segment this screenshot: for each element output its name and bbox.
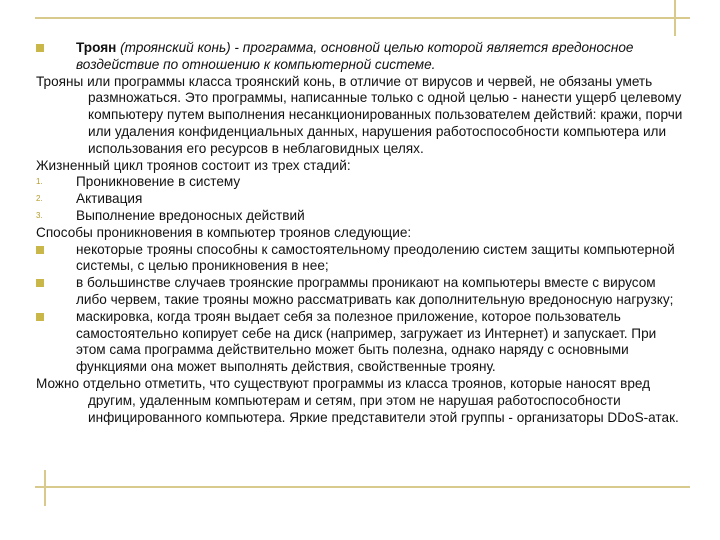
stage-text: Проникновение в систему (76, 174, 241, 190)
stage-item (36, 191, 686, 208)
intro-bullet (36, 40, 686, 74)
stage-item (36, 208, 686, 225)
bullet-square-icon (36, 279, 76, 287)
stage-item (36, 174, 686, 191)
method-text: некоторые трояны способны к самостоятельному преодолению систем защиты компьютерной системы, с целью проникновения в нее; (76, 241, 675, 274)
paragraph-methods: Способы проникновения в компьютер троянов следующие: (36, 224, 412, 240)
frame-corner-line (44, 470, 46, 506)
intro-term: Троян (76, 40, 117, 55)
frame-bottom-line (35, 486, 690, 488)
intro-definition: (троянский конь) - программа, основной целью которой является вредоносное воздействие по отношению к компьютерной системе. (76, 40, 634, 72)
stage-text: Выполнение вредоносных действий (76, 207, 305, 223)
stage-number: 2. (36, 194, 43, 204)
stage-number: 1. (36, 177, 43, 187)
method-text: в большинстве случаев троянские программы проникают на компьютеры вместе с вирусом либо червем, такие трояны можно рассматривать как дополнительную вредоносную нагрузку; (76, 275, 674, 307)
method-item (36, 242, 686, 276)
stage-text: Активация (76, 191, 143, 207)
paragraph-trojans: Трояны или программы класса троянский конь, в отличие от вирусов и червей, не обязаны уметь размножаться. Это программы, написанные только с одной целью - нанести ущерб целевому компьютеру путем выполнения несанкционированных пользователем действий: кражи, порчи или удаления конфиденциальных данных, нарушения работоспособности компьютера или использования его ресурсов в неблаговидных целях. (36, 73, 683, 156)
paragraph-lifecycle: Жизненный цикл троянов состоит из трех стадий: (36, 157, 351, 173)
method-item (36, 309, 686, 376)
stage-number: 3. (36, 210, 43, 220)
paragraph-ddos: Можно отдельно отметить, что существуют программы из класса троянов, которые наносят вред другим, удаленным компьютерам и сетям, при этом не нарушая работоспособности инфицированного компьютера. Яркие представители этой группы - организаторы DDoS-атак. (36, 375, 679, 425)
method-text: маскировка, когда троян выдает себя за полезное приложение, которое пользователь самостоятельно копирует себе на диск (например, загружает из Интернет) и запускает. При этом сама программа действительно может быть полезна, однако наряду с основными функциями она может выполнять действия, свойственные трояну. (76, 308, 657, 375)
bullet-square-icon (36, 246, 76, 254)
bullet-square-icon (36, 44, 76, 52)
frame-corner-line (674, 0, 676, 36)
bullet-square-icon (36, 313, 76, 321)
method-item (36, 275, 686, 309)
frame-top-line (35, 17, 690, 19)
slide-content (36, 40, 686, 426)
